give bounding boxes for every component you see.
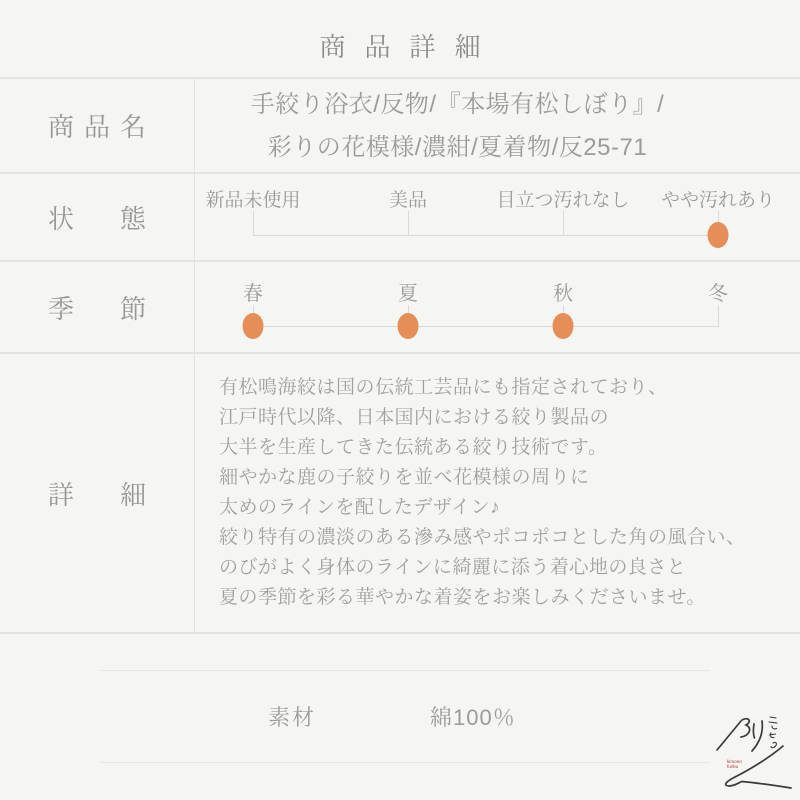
condition-option-label: やや汚れあり bbox=[660, 190, 776, 211]
scale-tick bbox=[408, 211, 409, 235]
detail-text-line: 大半を生産してきた伝統ある絞り技術です。 bbox=[219, 437, 608, 458]
detail-text-line: 細やかな鹿の子絞りを並べ花模様の周りに bbox=[219, 467, 590, 488]
detail-text-line: 太めのラインを配したデザイン♪ bbox=[219, 497, 501, 518]
logo-text-kimono: kimono bbox=[727, 759, 742, 764]
table-row-season bbox=[0, 262, 800, 354]
condition-marker-dot bbox=[708, 222, 729, 248]
table-row-condition bbox=[0, 174, 800, 262]
scale-tick bbox=[253, 211, 254, 235]
condition-option-label: 新品未使用 bbox=[205, 190, 301, 211]
material-value: 綿100％ bbox=[430, 705, 516, 730]
signature-strokes bbox=[717, 719, 762, 751]
season-option-label: 夏 bbox=[398, 283, 418, 305]
shop-logo bbox=[685, 705, 800, 800]
product-name-line: 彩りの花模様/濃紺/夏着物/反25-71 bbox=[267, 133, 648, 161]
detail-text-line: のびがよく身体のラインに綺麗に添う着心地の良さと bbox=[219, 557, 687, 578]
detail-label: 詳 細 bbox=[0, 354, 195, 632]
condition-scale-line bbox=[253, 235, 719, 236]
logo-text-furiku: furiku bbox=[727, 764, 739, 769]
condition-label: 状 態 bbox=[0, 174, 195, 260]
season-scale bbox=[195, 262, 800, 352]
page-title: 商品詳細 bbox=[319, 32, 500, 62]
season-option-label: 冬 bbox=[708, 283, 728, 305]
material-section bbox=[100, 670, 710, 763]
condition-scale bbox=[195, 174, 800, 260]
condition-option-label: 美品 bbox=[388, 190, 428, 211]
detail-description bbox=[195, 354, 800, 632]
material-label: 素材 bbox=[268, 705, 317, 730]
detail-text-line: 江戸時代以降、日本国内における絞り製品の bbox=[219, 407, 610, 428]
detail-text-line: 夏の季節を彩る華やかな着姿をお楽しみくださいませ。 bbox=[219, 587, 706, 608]
table-row-product-name bbox=[0, 79, 800, 174]
kana-strokes bbox=[769, 717, 777, 748]
condition-option-label: 目立つ汚れなし bbox=[496, 190, 630, 211]
scale-tick bbox=[718, 305, 719, 326]
product-name-line: 手絞り浴衣/反物/『本場有松しぼり』/ bbox=[250, 90, 665, 118]
scale-tick bbox=[563, 211, 564, 235]
table-row-detail bbox=[0, 354, 800, 634]
season-option-label: 春 bbox=[243, 283, 263, 305]
product-name-label: 商品名 bbox=[0, 79, 195, 172]
season-scale-line bbox=[253, 326, 719, 327]
season-marker-dot bbox=[553, 313, 574, 339]
detail-text-line: 有松鳴海絞は国の伝統工芸品にも指定されており、 bbox=[219, 377, 668, 398]
detail-text-line: 絞り特有の濃淡のある滲み感やポコポコとした角の風合い、 bbox=[219, 527, 746, 548]
season-label: 季 節 bbox=[0, 262, 195, 352]
season-marker-dot bbox=[398, 313, 419, 339]
product-name-value bbox=[195, 79, 800, 172]
season-marker-dot bbox=[243, 313, 264, 339]
product-detail-table bbox=[0, 77, 800, 634]
season-option-label: 秋 bbox=[553, 283, 573, 305]
